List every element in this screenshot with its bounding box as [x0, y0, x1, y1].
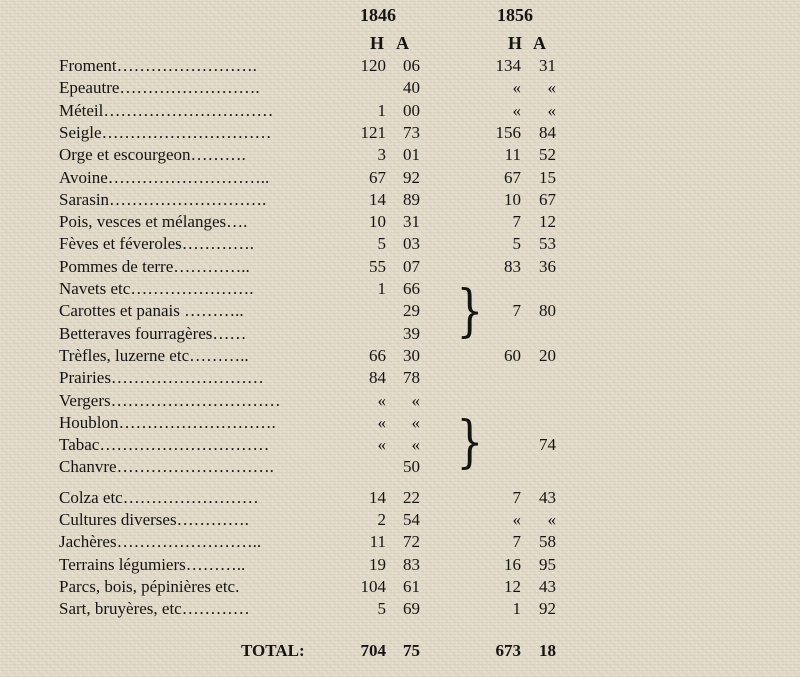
- row-label: Méteil…………………………: [59, 100, 274, 120]
- hectares-1846: 11: [369, 532, 386, 552]
- ares-1846: 92: [403, 167, 420, 187]
- hectares-1846: 67: [369, 167, 386, 187]
- hectares-1846: 121: [360, 122, 386, 142]
- total-h-1846: 704: [360, 641, 386, 660]
- ares-1856: 43: [539, 576, 556, 596]
- table-row: [0, 456, 800, 478]
- brace-industrial-crops: }: [456, 410, 484, 475]
- total-a-1856: 18: [539, 641, 556, 660]
- ares-1846: 54: [403, 510, 420, 529]
- hectares-1856: 12: [504, 576, 521, 596]
- ares-1846: 31: [403, 212, 420, 232]
- row-label: Prairies………………………: [59, 368, 264, 388]
- ares-1846: 00: [403, 100, 420, 120]
- hectares-1856: «: [512, 100, 521, 120]
- table-row: [0, 55, 800, 77]
- ares-1856: «: [547, 78, 556, 98]
- row-label: Vergers…………………………: [59, 390, 281, 410]
- table-row: [0, 278, 800, 300]
- hectares-1856: 7: [512, 301, 521, 321]
- hectares-1856: 7: [512, 487, 521, 507]
- hectares-1846: 5: [377, 234, 386, 254]
- hectares-1856: 83: [504, 256, 521, 276]
- hectares-1846: 14: [369, 189, 386, 209]
- hectares-1856: 1: [512, 599, 521, 619]
- hectares-1846: 10: [369, 212, 386, 232]
- table-row: [0, 122, 800, 144]
- row-label: Navets etc………………….: [59, 279, 254, 298]
- row-label: Houblon……………………….: [59, 412, 276, 432]
- hectares-1856: 5: [512, 234, 521, 254]
- hectares-1856: 11: [504, 145, 521, 165]
- table-row: [0, 554, 800, 576]
- hectares-1856: «: [512, 78, 521, 98]
- row-label: Pommes de terre…………..: [59, 256, 250, 276]
- ares-1856: 12: [539, 212, 556, 232]
- hectares-1856: 134: [495, 56, 521, 75]
- hectares-1856: 7: [512, 212, 521, 232]
- header-a-1856: A: [533, 33, 546, 53]
- header-h-1856: H: [508, 33, 523, 53]
- ares-1856: 36: [539, 256, 556, 276]
- hectares-1856: 156: [495, 122, 521, 142]
- table-row: [0, 531, 800, 553]
- hectares-1846: 55: [369, 256, 386, 276]
- row-label: Cultures diverses………….: [59, 510, 249, 529]
- table-row: [0, 576, 800, 598]
- ares-1846: 01: [403, 145, 420, 165]
- hectares-1856: 10: [504, 189, 521, 209]
- table-row: [0, 390, 800, 412]
- hectares-1846: 120: [360, 56, 386, 75]
- ares-1856: 74: [539, 435, 556, 455]
- ares-1846: 29: [403, 301, 420, 321]
- hectares-1846: 104: [360, 576, 386, 596]
- hectares-1846: 66: [369, 345, 386, 365]
- table-row: [0, 167, 800, 189]
- table-row: [0, 233, 800, 255]
- table-row: [0, 211, 800, 233]
- table-row: [0, 189, 800, 211]
- ares-1846: 66: [403, 279, 420, 298]
- ares-1856: 31: [539, 56, 556, 75]
- ares-1846: 61: [403, 576, 420, 596]
- ares-1856: 67: [539, 189, 556, 209]
- row-label: Carottes et panais ………..: [59, 301, 244, 321]
- table-row: [0, 487, 800, 509]
- ares-1856: 80: [539, 301, 556, 321]
- hectares-1856: 60: [504, 345, 521, 365]
- hectares-1856: 7: [512, 532, 521, 552]
- hectares-1846: 19: [369, 554, 386, 574]
- ares-1856: «: [547, 510, 556, 529]
- ares-1846: 89: [403, 189, 420, 209]
- ares-1846: 40: [403, 78, 420, 98]
- row-label: Epeautre…………………….: [59, 78, 260, 98]
- header-year-1846: 1846: [360, 5, 396, 25]
- ares-1856: 52: [539, 145, 556, 165]
- hectares-1856: 16: [504, 554, 521, 574]
- row-label: Orge et escourgeon……….: [59, 145, 246, 165]
- row-label: Seigle…………………………: [59, 122, 272, 142]
- ares-1846: 39: [403, 323, 420, 343]
- row-label: Jachères……………………..: [59, 532, 262, 552]
- table-row: [0, 100, 800, 122]
- ares-1846: «: [411, 390, 420, 410]
- ares-1856: 92: [539, 599, 556, 619]
- table-row: [0, 77, 800, 99]
- ares-1856: «: [547, 100, 556, 120]
- hectares-1846: «: [377, 412, 386, 432]
- hectares-1846: 14: [369, 487, 386, 507]
- table-row: [0, 323, 800, 345]
- hectares-1846: 1: [377, 279, 386, 298]
- row-label: Parcs, bois, pépinières etc.: [59, 576, 240, 596]
- ares-1846: 30: [403, 345, 420, 365]
- total-label: TOTAL:: [241, 641, 305, 660]
- ares-1846: 06: [403, 56, 420, 75]
- table-row: [0, 509, 800, 531]
- total-row: [0, 640, 800, 662]
- ares-1856: 20: [539, 345, 556, 365]
- ares-1856: 95: [539, 554, 556, 574]
- ares-1846: 73: [403, 122, 420, 142]
- row-label: Terrains légumiers………..: [59, 554, 246, 574]
- ares-1846: «: [411, 435, 420, 455]
- row-label: Trèfles, luzerne etc………..: [59, 345, 249, 365]
- table-row: [0, 256, 800, 278]
- table-row: [0, 434, 800, 456]
- row-label: Avoine………………………..: [59, 167, 270, 187]
- hectares-1846: 2: [377, 510, 386, 529]
- ares-1846: 69: [403, 599, 420, 619]
- table-row: [0, 144, 800, 166]
- row-label: Froment…………………….: [59, 56, 257, 75]
- brace-root-crops: }: [456, 279, 484, 344]
- hectares-1846: 5: [377, 599, 386, 619]
- ares-1846: 83: [403, 554, 420, 574]
- row-label: Betteraves fourragères……: [59, 323, 247, 343]
- table-row: [0, 345, 800, 367]
- table-row: [0, 412, 800, 434]
- ares-1856: 15: [539, 167, 556, 187]
- row-label: Sarasin……………………….: [59, 189, 267, 209]
- row-label: Fèves et féveroles………….: [59, 234, 254, 254]
- ares-1846: 07: [403, 256, 420, 276]
- ares-1846: 72: [403, 532, 420, 552]
- table-row: [0, 367, 800, 389]
- ares-1846: 78: [403, 368, 420, 388]
- hectares-1846: «: [377, 435, 386, 455]
- ares-1846: 22: [403, 487, 420, 507]
- header-h-1846: H: [370, 33, 385, 53]
- header-a-1846: A: [396, 33, 409, 53]
- ares-1856: 58: [539, 532, 556, 552]
- hectares-1846: 84: [369, 368, 386, 388]
- ares-1846: «: [411, 412, 420, 432]
- row-label: Tabac…………………………: [59, 435, 270, 455]
- ares-1856: 84: [539, 122, 556, 142]
- table-row: [0, 598, 800, 620]
- hectares-1846: «: [377, 390, 386, 410]
- row-label: Pois, vesces et mélanges….: [59, 212, 248, 232]
- row-label: Chanvre……………………….: [59, 457, 274, 477]
- table-row: [0, 300, 800, 322]
- header-year-1856: 1856: [497, 5, 533, 25]
- ares-1846: 03: [403, 234, 420, 254]
- total-a-1846: 75: [403, 641, 420, 660]
- hectares-1846: 3: [377, 145, 386, 165]
- ares-1846: 50: [403, 457, 420, 477]
- ares-1856: 53: [539, 234, 556, 254]
- hectares-1856: 67: [504, 167, 521, 187]
- ares-1856: 43: [539, 487, 556, 507]
- row-label: Sart, bruyères, etc…………: [59, 599, 250, 619]
- hectares-1856: «: [512, 510, 521, 529]
- row-label: Colza etc……………………: [59, 487, 259, 507]
- total-h-1856: 673: [495, 641, 521, 660]
- hectares-1846: 1: [377, 100, 386, 120]
